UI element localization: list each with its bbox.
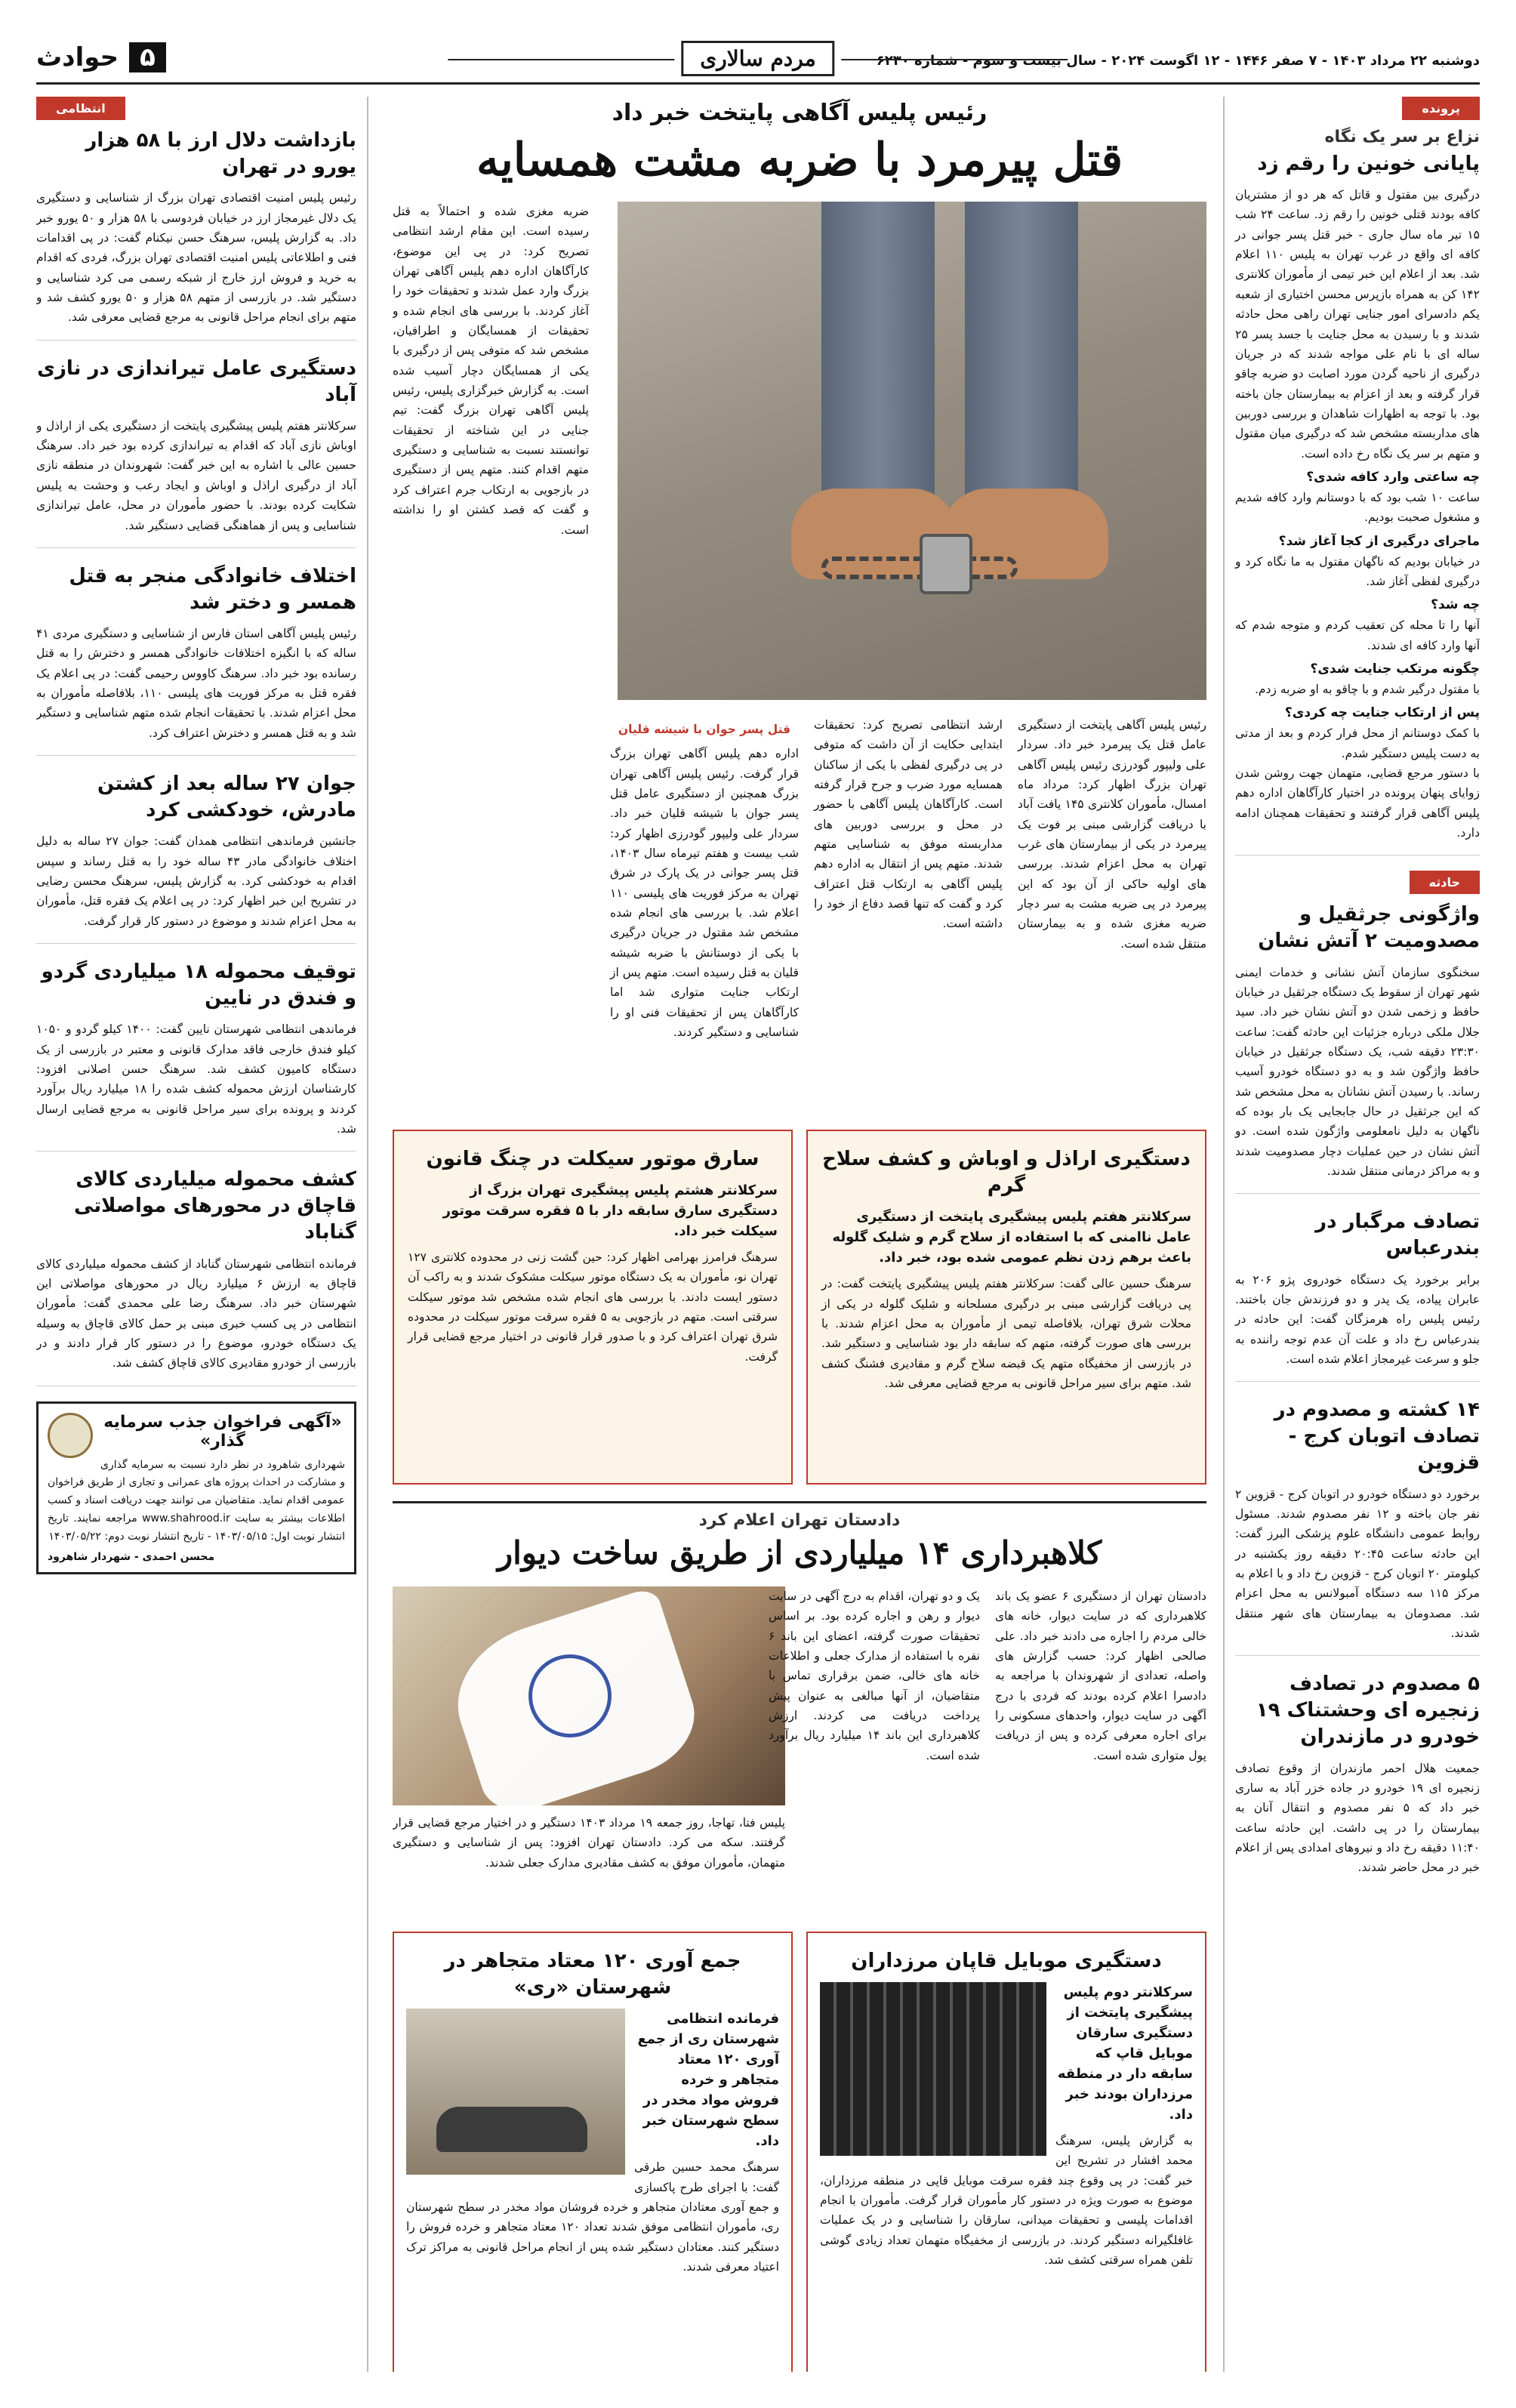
shackled-feet-photo xyxy=(618,202,1206,700)
ad-body: شهرداری شاهرود در نظر دارد نسبت به سرمایه گذاری و مشارکت در احداث پروژه های عمرانی و تجاری از طریق فراخوان عمومی اقدام نماید. متقاضیان می توانند جهت دریافت اسناد و کسب اطلاعات بیشتر به سایت www.shahrood.ir مراجعه نمایند. تاریخ انتشار نوبت اول: ۱۴۰۳/۰۵/۱۵ - تاریخ انتشار نوبت دوم: ۱۴۰۳/۰۵/۲۲ xyxy=(48,1458,345,1543)
story-body: درگیری بین مقتول و قاتل که هر دو از مشتریان کافه بودند قتلی خونین را رقم زد. ساعت ۲۴ شب ۱۵ تیر ماه سال جاری - خبر قتل پسر جوانی در کافه ای واقع در غرب تهران به پلیس ۱۱۰ اعلام شد. بعد از اعلام این خبر تیمی از مأموران کلانتری ۱۴۲ کن به همراه بازپرس محسن اختیاری از شعبه یکم دادسرای امور جنایی تهران راهی محل حادثه شدند و با رسیدن به محل جنایت با جسد پسر ۲۵ ساله ای با نام علی مواجه شدند که در جریان درگیری از ناحیه گردن مورد اصابت دو ضربه چاقو قرار گرفته و بعد از اعزام به بیمارستان جان باخته بود. با توجه به اظهارات شاهدان و بررسی دوربین های مداربسته مشخص شد که درگیری میان مقتول و متهم بر سر یک نگاه رخ داده است. xyxy=(1235,188,1480,461)
main-text-col xyxy=(610,715,799,1043)
story-body: رئیس پلیس آگاهی استان فارس از شناسایی و دستگیری مردی ۴۱ ساله که با انگیزه اختلافات خانوادگی همسر و دخترش را به قتل رسانده بود خبر داد. سرهنگ کاووس رحیمی گفت: در پی اعلام یک فقره قتل به مرکز فوریت های پلیسی ۱۱۰، بلافاصله مأموران به محل اعزام شدند. با تحقیقات انجام شده متهم شناسایی و دستگیر شد و به قتل همسر و دخترش اعتراف کرد. xyxy=(36,627,356,740)
box-addicts-rey xyxy=(393,1932,793,2372)
story-gonabad-smuggling xyxy=(36,1167,356,1386)
left-column xyxy=(36,97,368,2372)
box-headline: دستگیری موبایل قاپان مرزداران xyxy=(851,1950,1162,1972)
story-family-dispute xyxy=(36,563,356,756)
feature-text-col: پلیس فتا، تهاجا، روز جمعه ۱۹ مرداد ۱۴۰۳ دستگیر و در اختیار مرجع قضایی قرار گرفتند. سکه می کرد. دادستان تهران افزود: پس از شناسایی و دستگیری متهمان، مأموران موفق به کشف مقادیری مدارک جعلی شدند. xyxy=(393,1816,785,1870)
story-body: برابر برخورد یک دستگاه خودروی پژو ۲۰۶ به عابران پیاده، یک پدر و دو فرزندش جان باختند. رئیس پلیس راه هرمزگان گفت: این حادثه در بندرعباس رخ داد و علت آن عدم توجه راننده به جلو و سرعت غیرمجاز اعلام شده است. xyxy=(1235,1272,1480,1366)
main-text-col: ارشد انتظامی تصریح کرد: تحقیقات ابتدایی حکایت از آن داشت که متوفی در پی درگیری لفظی با یکی از ساکنان همسایه مورد ضرب و جرح قرار گرفته است. کارآگاهان پلیس آگاهی با حضور در محل و بررسی دوربین های مداربسته موفق به شناسایی متهم شدند. متهم پس از انتقال به اداره دهم پلیس آگاهی به ارتکاب قتل اعتراف کرد و گفت که تنها قصد دفاع از خود را داشته است. xyxy=(814,718,1003,931)
seized-phones-photo xyxy=(820,1982,1046,2156)
box-headline: دستگیری اراذل و اوباش و کشف سلاح گرم xyxy=(822,1148,1191,1198)
feature-text-col: دادستان تهران از دستگیری ۶ عضو یک باند کلاهبرداری که در سایت دیوار، خانه های خالی مردم را اجاره می دادند خبر داد. علی صالحی اظهار کرد: حسب گزارش های واصله، تعدادی از شهروندان با مراجعه به دادسرا اعلام کرده بودند که فردی با درج آگهی در سایت دیوار، واحدهای مسکونی را برای اجاره معرفی کرده و پس از دریافت پول متواری شده است. xyxy=(995,1589,1206,1762)
answer: آنها را تا محله کن تعقیب کردم و متوجه شدم که آنها وارد کافه ای شدند. xyxy=(1235,618,1480,652)
answer: با مقتول درگیر شدم و با چاقو به او ضربه زدم. xyxy=(1254,682,1480,696)
main-story xyxy=(393,202,1206,1130)
page-number: ۵ xyxy=(129,42,166,72)
box-motorcycle-thief xyxy=(393,1130,793,1485)
right-column xyxy=(1223,97,1480,2372)
ad-title: «آگهی فراخوان جذب سرمایه گذار» xyxy=(103,1412,342,1451)
story-headline: پایانی خونین را رقم زد xyxy=(1257,153,1480,175)
story-hamedan xyxy=(36,771,356,944)
feature-kicker: دادستان تهران اعلام کرد xyxy=(698,1511,901,1530)
story-naziabad-shooting xyxy=(36,356,356,548)
section-tag: انتظامی xyxy=(36,97,125,120)
story-headline: اختلاف خانوادگی منجر به قتل همسر و دختر شد xyxy=(69,564,356,614)
answer: ساعت ۱۰ شب بود که با دوستانم وارد کافه شدیم و مشغول صحبت بودیم. xyxy=(1235,490,1480,525)
story-nain-walnuts xyxy=(36,959,356,1152)
feature-fraud-story xyxy=(393,1501,1206,1924)
feature-headline: کلاهبرداری ۱۴ میلیاردی از طریق ساخت دیوار xyxy=(497,1534,1102,1571)
ad-signature: محسن احمدی - شهردار شاهرود xyxy=(48,1550,215,1563)
box-body: سرهنگ حسین عالی گفت: سرکلانتر هفتم پلیس پیشگیری پایتخت گفت: در پی دریافت گزارشی مبنی بر درگیری مسلحانه و شلیک گلوله در یکی از محلات شرق تهران، بلافاصله تیمی از مأموران به محل اعزام شدند. با بررسی های صورت گرفته، متهم که سابقه دار بود شناسایی و دستگیر شد. در بازرسی از مخفیگاه متهم یک قبضه سلاح گرم و مقادیری فشنگ کشف شد. متهم برای سیر مراحل قانونی به مرجع قضایی معرفی شد. xyxy=(821,1277,1191,1390)
main-headline: قتل پیرمرد با ضربه مشت همسایه xyxy=(476,134,1123,187)
question: چه ساعتی وارد کافه شدی؟ xyxy=(1306,469,1480,485)
issue-date: دوشنبه ۲۲ مرداد ۱۴۰۳ - ۷ صفر ۱۴۴۶ - ۱۲ اگوست ۲۰۲۴ - سال بیست و سوم - شماره ۶۲۳۰ xyxy=(876,53,1480,69)
story-ending: با دستور مرجع قضایی، متهمان جهت روشن شدن زوایای پنهان پرونده در اختیار کارآگاهان اداره دهم پلیس آگاهی قرار گرفتند و تحقیقات همچنان ادامه دارد. xyxy=(1235,766,1480,840)
story-body: سرکلانتر هفتم پلیس پیشگیری پایتخت از دستگیری یکی از اراذل و اوباش نازی آباد که اقدام به تیراندازی کرده بود خبر داد. سرهنگ حسین عالی با اشاره به این خبر گفت: شهروندان در منطقه نازی آباد از درگیری اراذل و اوباش و ایجاد رعب و وحشت به پلیس شکایت کرده بودند. با حضور مأموران در محل، عامل تیراندازی شناسایی و پس از هماهنگی قضایی دستگیر شد. xyxy=(36,418,356,532)
box-gun-seizure xyxy=(806,1130,1206,1485)
masthead xyxy=(36,36,1480,85)
story-headline: کشف محموله میلیاردی کالای قاچاق در محورهای مواصلاتی گناباد xyxy=(74,1168,356,1244)
story-headline: تصادف مرگبار در بندرعباس xyxy=(1315,1210,1480,1260)
story-bandar-abbas xyxy=(1235,1209,1480,1382)
box-phone-snatchers xyxy=(806,1932,1206,2372)
municipality-seal-icon xyxy=(48,1413,93,1458)
story-body: سخنگوی سازمان آتش نشانی و خدمات ایمنی شهر تهران از سقوط یک دستگاه جرثقیل در خیابان حافظ و زخمی شدن دو آتش نشان خبر داد. سید جلال ملکی درباره جزئیات این حادثه گفت: ساعت ۲۳:۳۰ دقیقه شب، یک دستگاه جرثقیل در خیابان حافظ واژگون شد و به دو دستگاه خودرو آسیب رساند. با رسیدن آتش نشانان به محل مشخص شد که این جرثقیل در حال جابجایی یک بار بوده که ناگهان به دلیل نامعلومی واژگون شده است. دو آتش نشان در حین عملیات دچار مصدومیت شدند و به مراکز درمانی منتقل شدند. xyxy=(1235,965,1480,1178)
story-headline: دستگیری عامل تیراندازی در نازی آباد xyxy=(37,356,356,406)
box-body: سرهنگ فرامرز بهرامی اظهار کرد: حین گشت زنی در محدوده کلانتری ۱۲۷ تهران نو، مأموران به یک دستگاه موتور سیکلت مشکوک شدند و به راکب آن دستور ایست دادند. با بررسی های انجام شده مشخص شد موتور سیکلت سرقتی است. متهم در بازجویی به ۵ فقره سرقت موتور سیکلت در محدوده شرق تهران اعتراف کرد و با صدور قرار قانونی در اختیار مرجع قضایی قرار گرفت. xyxy=(408,1250,778,1364)
question: چگونه مرتکب جنایت شدی؟ xyxy=(1310,661,1480,677)
scales-of-justice-icon xyxy=(528,1654,612,1737)
main-text-col: ضربه مغزی شده و احتمالاً به قتل رسیده است. این مقام ارشد انتظامی تصریح کرد: در پی این موضوع، کارآگاهان اداره دهم پلیس آگاهی تهران بزرگ وارد عمل شدند و تحقیقات خود را آغاز کردند. با بررسی های انجام شده و تحقیقات از همسایگان و اطرافیان، مشخص شد که متوفی پس از درگیری با یکی از همسایگان دچار آسیب شده است. به گزارش خبرگزاری پلیس، رئیس پلیس آگاهی تهران بزرگ گفت: تیم جنایی در این شناخته از تحقیقات توانستند نسبت به شناسایی و دستگیری متهم اقدام کنند. متهم پس از دستگیری در بازجویی به ارتکاب جرم اعتراف کرد و گفت که قصد کشتن او را نداشته است. xyxy=(393,205,589,537)
newspaper-logo: مردم سالاری xyxy=(681,41,834,76)
box-lead: سرکلانتر هفتم پلیس پیشگیری پایتخت از دستگیری عامل ناامنی که با استفاده از سلاح گرم و شلیک گلوله باعث برهم زدن نظم عمومی شده بود، خبر داد. xyxy=(832,1209,1191,1266)
feature-text-col: یک و دو تهران، اقدام به درج آگهی در سایت دیوار و رهن و اجاره کرده بود. بر اساس تحقیقات صورت گرفته، اعضای این باند ۶ نفره با استفاده از مدارک جعلی و اطلاعات خانه های خالی، ضمن برقراری تماس با متقاضیان، از آنها مبالغی به عنوان پیش پرداخت دریافت می کردند. ارزش کلاهبرداری این باند ۱۴ میلیارد ریال برآورد شده است. xyxy=(769,1589,980,1762)
question: ماجرای درگیری از کجا آغاز شد؟ xyxy=(1278,533,1480,549)
question: چه شد؟ xyxy=(1431,597,1480,613)
story-headline: بازداشت دلال ارز با ۵۸ هزار یورو در تهران xyxy=(85,129,356,179)
padlock-icon xyxy=(920,534,972,594)
main-text-body: اداره دهم پلیس آگاهی تهران بزرگ قرار گرفت. رئیس پلیس آگاهی تهران بزرگ همچنین از دستگیری عامل قتل پسر جوان با شیشه قلیان خبر داد. سردار علی ولیپور گودرزی اظهار کرد: شب بیست و هفتم تیرماه سال ۱۴۰۳، قتل پسر جوانی در یک پارک در شرق تهران به مرکز فوریت های پلیسی ۱۱۰ اعلام شد. با بررسی های انجام شده مشخص شد مقتول در جریان درگیری با یکی از دوستانش با ضربه شیشه قلیان به قتل رسیده است. متهم پس از ارتکاب جنایت متواری شد اما کارآگاهان پس از تحقیقات فنی او را شناسایی و دستگیر کردند. xyxy=(610,747,799,1040)
section-title: حوادث xyxy=(36,42,119,72)
box-lead: فرمانده انتظامی شهرستان ری از جمع آوری ۱۲۰ معتاد متجاهر و خرده فروش مواد مخدر در سطح شهرستان خبر داد. xyxy=(637,2011,779,2150)
story-headline: توقیف محموله ۱۸ میلیاردی گردو و فندق در نایین xyxy=(41,960,356,1010)
story-body: فرمانده انتظامی شهرستان گناباد از کشف محموله میلیاردی کالای قاچاق به ارزش ۶ میلیارد ریال در محورهای مواصلاتی این شهرستان خبر داد. سرهنگ رضا علی محمدی گفت: مأموران انتظامی در پی کسب خبری مبنی بر حمل کالای قاچاق به وسیله یک دستگاه خودرو، موضوع را در دستور کار قرار دادند و در بازرسی از خودرو مقادیری کالای قاچاق کشف شد. xyxy=(36,1256,356,1370)
sub-caption: قتل پسر جوان با شیشه قلیان xyxy=(618,723,791,736)
box-lead: سرکلانتر هشتم پلیس پیشگیری تهران بزرگ از دستگیری سارق سابقه دار با ۵ فقره سرقت موتور سیکلت خبر داد. xyxy=(442,1182,778,1240)
arrested-addicts-photo xyxy=(406,2009,625,2175)
story-body: برخورد دو دستگاه خودرو در اتوبان کرج - قزوین ۲ نفر جان باخته و ۱۲ نفر مصدوم شدند. مسئول روابط عمومی دانشگاه علوم پزشکی البرز گفت: این حادثه ساعت ۲۰:۴۵ دقیقه روز یکشنبه در کیلومتر ۲۰ اتوبان کرج - قزوین رخ داد و با اعلام به مرکز ۱۱۵ سه دستگاه آمبولانس به محل اعزام شد. مصدومان به بیمارستان های شهر منتقل شدند. xyxy=(1235,1487,1480,1640)
story-body: جانشین فرماندهی انتظامی همدان گفت: جوان ۲۷ ساله به دلیل اختلاف خانوادگی مادر ۴۳ ساله خود را به قتل رساند و سپس اقدام به خودکشی کرد. به گزارش پلیس، سرهنگ محسن رضایی در تشریح این خبر اظهار کرد: در پی اعلام یک فقره قتل، مأموران به محل اعزام شدند و موضوع در دستور کار قرار گرفت. xyxy=(36,834,356,928)
section-tag: پرونده xyxy=(1402,97,1480,120)
box-headline: سارق موتور سیکلت در چنگ قانون xyxy=(426,1148,760,1170)
story-headline: ۵ مصدوم در تصادف زنجیره ای وحشتناک ۱۹ خودرو در مازندران xyxy=(1256,1673,1480,1749)
interview-qa xyxy=(1235,470,1480,763)
story-cafe-murder xyxy=(1235,97,1480,856)
story-body: جمعیت هلال احمر مازندران از وقوع تصادف زنجیره ای ۱۹ خودرو در جاده خزر آباد به ساری خبر داد که ۵ نفر مصدوم و انتقال آنان به بیمارستان را در پی داشت. این حادثه ساعت ۱۱:۴۰ دقیقه رخ داد و نیروهای امدادی پس از اعلام خبر در محل حاضر شدند. xyxy=(1235,1761,1480,1875)
box-lead: سرکلانتر دوم پلیس پیشگیری پایتخت از دستگیری سارقان موبایل قاپ که سابقه دار در منطقه مرزداران بودند خبر داد. xyxy=(1057,1984,1193,2123)
story-headline: واژگونی جرثقیل و مصدومیت ۲ آتش نشان xyxy=(1258,903,1480,953)
story-karaj-qazvin xyxy=(1235,1397,1480,1656)
story-currency-dealer xyxy=(36,128,356,341)
box-headline: جمع آوری ۱۲۰ معتاد متجاهر در شهرستان «ری» xyxy=(444,1950,741,1999)
story-headline: ۱۴ کشته و مصدوم در تصادف اتوبان کرج - قزوین xyxy=(1274,1398,1480,1475)
answer: با کمک دوستانم از محل فرار کردم و بعد از مدتی به دست پلیس دستگیر شدم. xyxy=(1235,726,1480,760)
section-tag: حادثه xyxy=(1410,871,1480,894)
judiciary-emblem-photo xyxy=(393,1586,785,1805)
box-body: سرهنگ محمد حسین طرقی گفت: با اجرای طرح پاکسازی و جمع آوری معتادان متجاهر و خرده فروشان مواد مخدر در سطح شهرستان ری، مأموران انتظامی موفق شدند تعداد ۱۲۰ معتاد متجاهر و خرده فروش را دستگیر کنند. معتادان دستگیر شده پس از انجام مراحل قانونی به مراکز ترک اعتیاد معرفی شدند. xyxy=(406,2160,779,2274)
box-body: به گزارش پلیس، سرهنگ محمد افشار در تشریح این خبر گفت: در پی وقوع چند فقره سرقت موبایل قاپی در منطقه مرزداران، موضوع به صورت ویژه در دستور کار مأموران قرار گرفت. مأموران با انجام اقدامات پلیسی و تحقیقات میدانی، سارقان را شناسایی و در یک عملیات غافلگیرانه دستگیر کردند. در بازرسی از مخفیگاه متهمان تعداد زیادی گوشی تلفن همراه سرقتی کشف شد. xyxy=(820,2134,1193,2268)
advertisement xyxy=(36,1401,356,1574)
story-mazandaran xyxy=(1235,1671,1480,1889)
question: پس از ارتکاب جنایت چه کردی؟ xyxy=(1284,705,1480,721)
main-text-col: رئیس پلیس آگاهی پایتخت از دستگیری عامل قتل یک پیرمرد خبر داد. سردار علی ولیپور گودرزی رئیس پلیس آگاهی تهران بزرگ اظهار کرد: مرداد ماه امسال، مأموران کلانتری ۱۴۵ یافت آباد با دریافت گزارشی مبنی بر فوت یک پیرمرد در یکی از بیمارستان های غرب تهران به محل اعزام شدند. بررسی های اولیه حاکی از آن بود که این پیرمرد در پی ضربه مشت به سر دچار ضربه مغزی شده و به بیمارستان منتقل شده است. xyxy=(1018,718,1206,951)
main-area xyxy=(393,97,1206,2372)
story-body: رئیس پلیس امنیت اقتصادی تهران بزرگ از شناسایی و دستگیری یک دلال غیرمجاز ارز در خیابان فردوسی با ۵۸ هزار و ۵۰ یورو خبر داد. به گزارش پلیس، سرهنگ حسن نیکنام گفت: در پی اقدامات فنی و اطلاعاتی پلیس امنیت اقتصادی تهران بزرگ، فردی که اقدام به خرید و فروش ارز خارج از شبکه رسمی می کرد شناسایی و دستگیر شد. در بازرسی از متهم ۵۸ هزار و ۵۰ یورو کشف شد و متهم برای انجام مراحل قانونی به مرجع قضایی معرفی شد. xyxy=(36,191,356,325)
story-body: فرماندهی انتظامی شهرستان نایین گفت: ۱۴۰۰ کیلو گردو و ۱۰۵۰ کیلو فندق خارجی فاقد مدارک قانونی و معتبر در بازرسی از یک دستگاه کامیون کشف شد. سرهنگ حسن اصلانی افزود: کارشناسان ارزش محموله کشف شده را ۱۸ میلیارد ریال برآورد کردند و پرونده برای سیر مراحل قانونی به مرجع قضایی ارسال شد. xyxy=(36,1022,356,1136)
section-header xyxy=(36,42,166,72)
main-kicker: رئیس پلیس آگاهی پایتخت خبر داد xyxy=(612,100,988,126)
story-headline: جوان ۲۷ ساله بعد از کشتن مادرش، خودکشی کرد xyxy=(97,772,356,822)
answer: در خیابان بودیم که ناگهان مقتول به ما نگاه کرد و درگیری لفظی آغاز شد. xyxy=(1235,554,1480,588)
story-kicker: نزاع بر سر یک نگاه xyxy=(1324,128,1480,146)
story-crane xyxy=(1235,902,1480,1194)
